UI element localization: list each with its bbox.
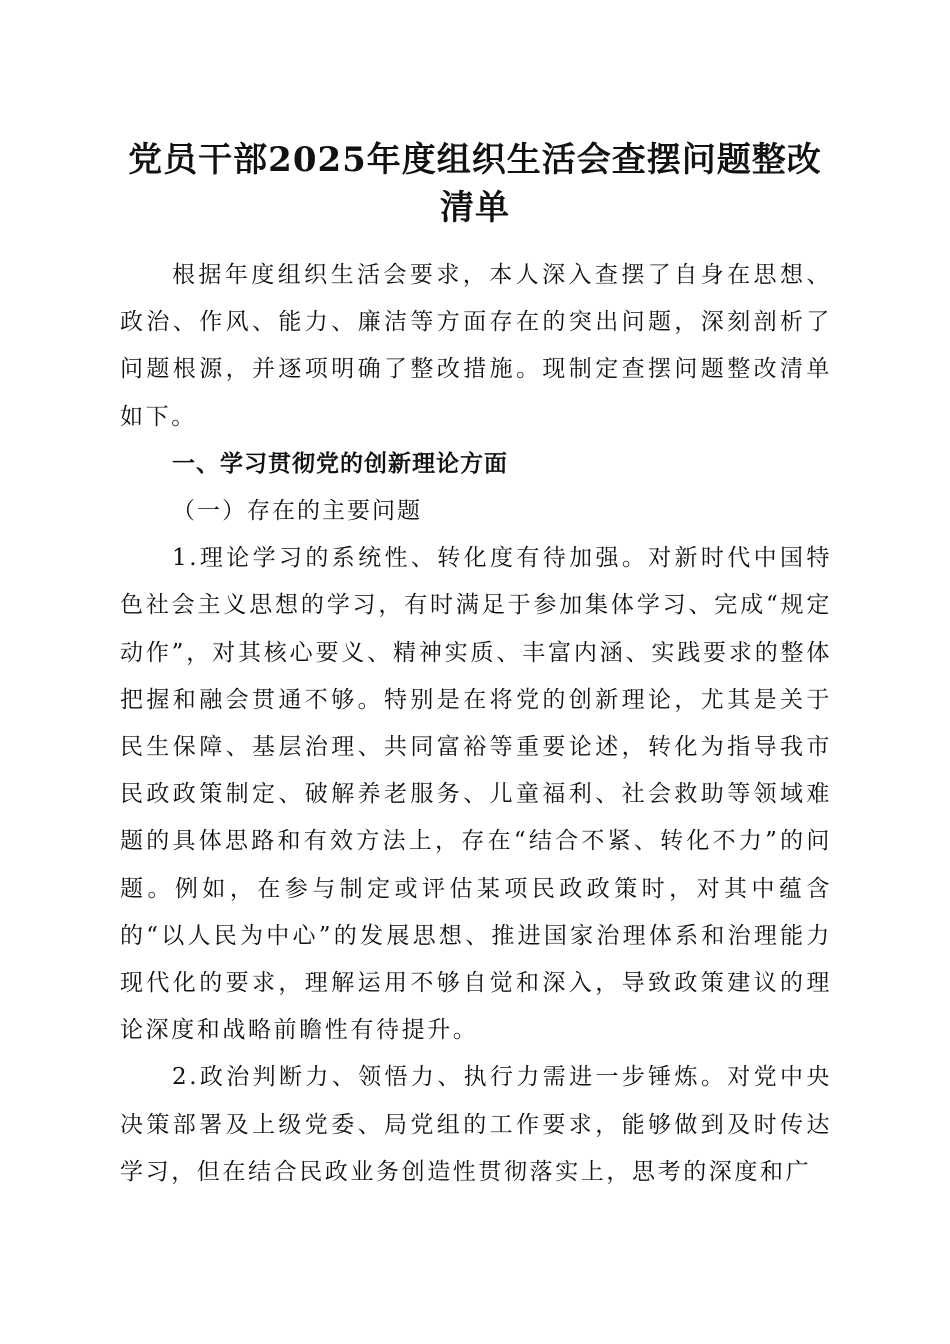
document-title	[100, 136, 850, 232]
title-line-1: 党员干部2025年度组织生活会查摆问题整改	[128, 140, 822, 180]
intro-paragraph: 根据年度组织生活会要求，本人深入查摆了自身在思想、政治、作风、能力、廉洁等方面存在的突出问题，深刻剖析了问题根源，并逐项明确了整改措施。现制定查摆问题整改清单如下。	[120, 262, 832, 430]
title-line-2: 清单	[440, 188, 510, 228]
problem-item-2: 2.政治判断力、领悟力、执行力需进一步锤炼。对党中央决策部署及上级党委、局党组的工作要求，能够做到及时传达学习，但在结合民政业务创造性贯彻落实上，思考的深度和广	[120, 1064, 832, 1185]
subsection-heading: （一）存在的主要问题	[172, 498, 422, 525]
section-heading: 一、学习贯彻党的创新理论方面	[172, 450, 508, 477]
problem-item-1: 1.理论学习的系统性、转化度有待加强。对新时代中国特色社会主义思想的学习，有时满足于参加集体学习、完成“规定动作”，对其核心要义、精神实质、丰富内涵、实践要求的整体把握和融会贯通不够。特别是在将党的创新理论，尤其是关于民生保障、基层治理、共同富裕等重要论述，转化为指导我市民政政策制定、破解养老服务、儿童福利、社会救助等领域难题的具体思路和有效方法上，存在“结合不紧、转化不力”的问题。例如，在参与制定或评估某项民政政策时，对其中蕴含的“以人民为中心”的发展思想、推进国家治理体系和治理能力现代化的要求，理解运用不够自觉和深入，导致政策建议的理论深度和战略前瞻性有待提升。	[120, 545, 832, 1044]
document-body	[120, 252, 832, 1196]
